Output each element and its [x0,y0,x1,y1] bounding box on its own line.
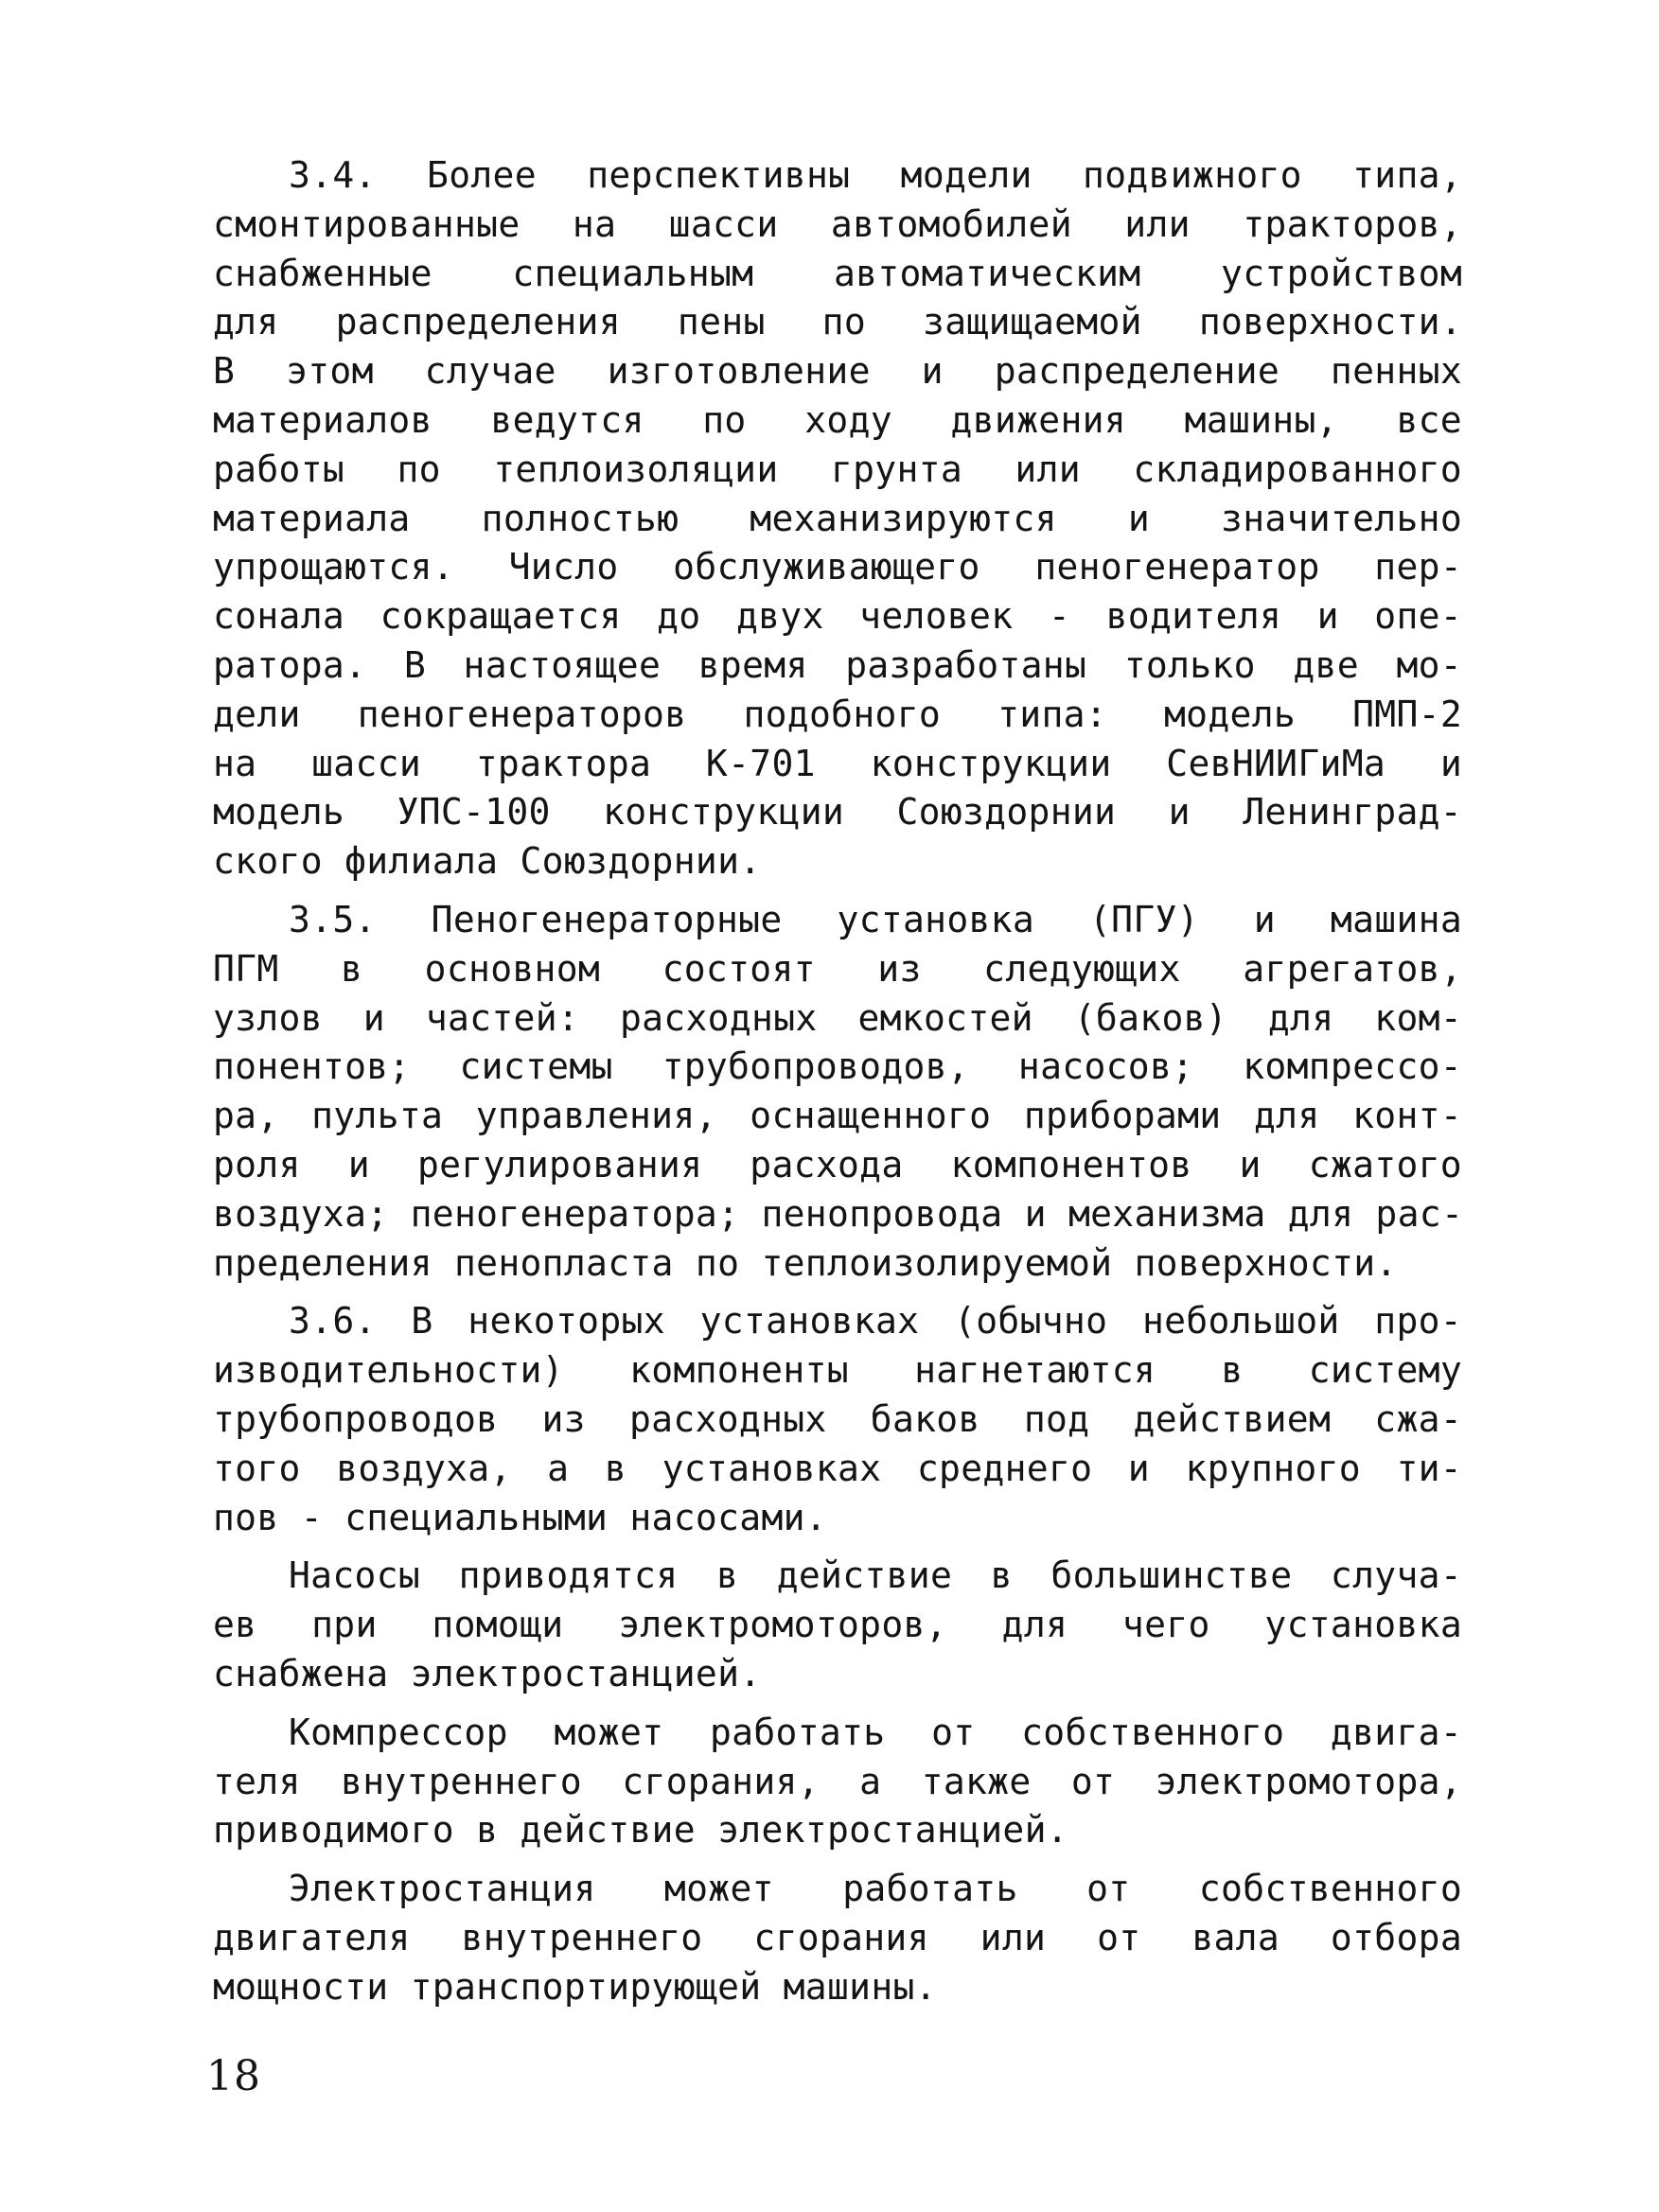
paragraph-pumps [213,1552,1462,1698]
text-line: изводительности) компоненты нагнетаются в систему [213,1349,1462,1392]
text-line: ратора. В настоящее время разработаны только две мо- [213,643,1462,686]
paragraph-compressor [213,1709,1462,1855]
text-line: ского филиала Союздорнии. [213,840,762,883]
text-line: роля и регулирования расхода компонентов и сжатого [213,1143,1462,1185]
text-line: воздуха; пеногенератора; пенопровода и механизма для рас- [213,1192,1464,1235]
text-line: 3.4. Более перспективны модели подвижного типа, [289,154,1462,196]
text-line: материала полностью механизируются и значительно [213,497,1462,539]
text-line: пределения пенопласта по теплоизолируемой поверхности. [213,1241,1398,1284]
text-line: 3.6. В некоторых установках (обычно небольшой про- [289,1300,1462,1343]
text-line: дели пеногенераторов подобного типа: модель ПМП-2 [213,693,1462,735]
text-line: В этом случае изготовление и распределение пенных [213,350,1462,393]
text-line: того воздуха, а в установках среднего и крупного ти- [213,1447,1462,1489]
text-line: теля внутреннего сгорания, а также от электромотора, [213,1760,1462,1802]
text-line: двигателя внутреннего сгорания или от вала отбора [213,1916,1462,1958]
text-line: узлов и частей: расходных емкостей (баков) для ком- [213,996,1462,1039]
paragraph-3-5 [213,896,1462,1288]
text-line: пов - специальными насосами. [213,1496,827,1538]
text-line: снабженные специальным автоматическим устройством [213,252,1462,294]
text-line: Компрессор может работать от собственного двига- [289,1711,1462,1753]
text-line: упрощаются. Число обслуживающего пеногенератор пер- [213,546,1462,588]
text-line: материалов ведутся по ходу движения машины, все [213,398,1462,441]
paragraph-power-station [213,1865,1462,2011]
text-line: для распределения пены по защищаемой поверхности. [213,301,1462,343]
paragraph-3-6 [213,1297,1462,1542]
text-line: понентов; системы трубопроводов, насосов; компрессо- [213,1045,1462,1088]
text-line: снабжена электростанцией. [213,1652,762,1694]
page-number: 18 [206,2052,261,2100]
text-line: приводимого в действие электростанцией. [213,1809,1068,1852]
body-text [213,151,1462,2011]
text-line: 3.5. Пеногенераторные установка (ПГУ) и машина [289,898,1462,940]
text-line: ев при помощи электромоторов, для чего установка [213,1604,1462,1646]
text-line: смонтированные на шасси автомобилей или тракторов, [213,202,1462,245]
text-line: Насосы приводятся в действие в большинстве случа- [289,1554,1462,1597]
text-line: на шасси трактора К-701 конструкции СевНИИГиМа и [213,742,1462,784]
paragraph-3-4 [213,151,1462,887]
text-line: ра, пульта управления, оснащенного приборами для конт- [213,1095,1462,1137]
text-line: Электростанция может работать от собственного [289,1868,1462,1910]
text-line: мощности транспортирующей машины. [213,1965,937,2008]
text-line: модель УПС-100 конструкции Союздорнии и Ленинград- [213,791,1462,834]
text-line: сонала сокращается до двух человек - водителя и опе- [213,595,1462,638]
text-line: работы по теплоизоляции грунта или складированного [213,448,1462,490]
text-line: ПГМ в основном состоят из следующих агрегатов, [213,947,1462,990]
text-line: трубопроводов из расходных баков под действием сжа- [213,1397,1462,1440]
